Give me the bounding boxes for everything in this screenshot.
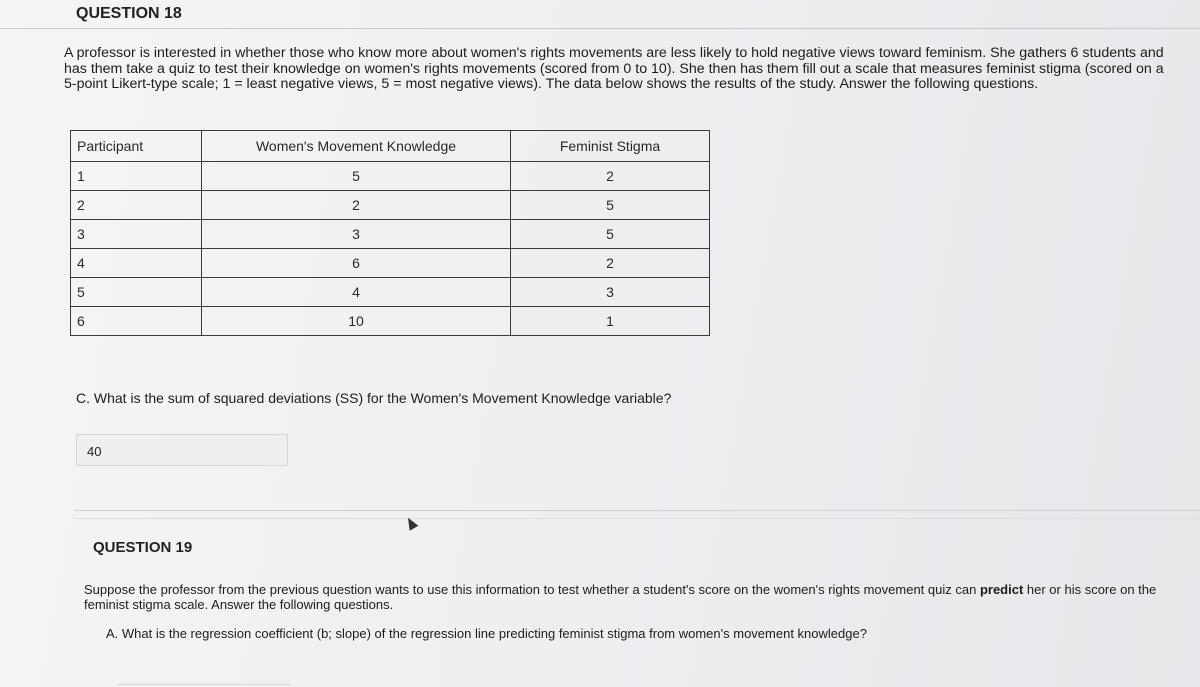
cell-stigma: 5: [511, 191, 710, 220]
cell-stigma: 1: [511, 307, 710, 336]
table-row: [71, 191, 710, 220]
cell-knowledge: 4: [202, 278, 511, 307]
question-18-part-c: C. What is the sum of squared deviations (SS) for the Women's Movement Knowledge variable?: [76, 390, 672, 406]
table-row: [71, 162, 710, 191]
question-18-title: QUESTION 18: [76, 5, 182, 22]
table-row: [71, 220, 710, 249]
cell-participant: 3: [71, 220, 202, 249]
cell-participant: 6: [71, 307, 202, 336]
cell-participant: 4: [71, 249, 202, 278]
cell-stigma: 2: [511, 249, 710, 278]
cell-knowledge: 3: [202, 220, 511, 249]
question-19-prompt-end: her or his score on the feminist stigma scale. Answer the following questions.: [84, 582, 1157, 612]
table-row: [71, 307, 710, 336]
section-divider: [74, 518, 1200, 519]
cell-knowledge: 5: [202, 162, 511, 191]
cell-knowledge: 10: [202, 307, 511, 336]
question-19-title: QUESTION 19: [93, 539, 193, 556]
data-table: [70, 130, 710, 336]
cell-participant: 1: [71, 162, 202, 191]
cell-knowledge: 2: [202, 191, 511, 220]
question-18-prompt: A professor is interested in whether those who know more about women's rights movements are less likely to hold negative views toward feminism. She gathers 6 students and has them take a quiz to test their knowledge on women's rights movements (scored from 0 to 10). She then has them fill out a scale that measures feminist stigma (scored on a 5-point Likert-type scale; 1 = least negative views, 5 = most negative views). The data below shows the results of the study. Answer the following questions.: [64, 45, 1164, 92]
table-row: [71, 278, 710, 307]
question-19-prompt: [84, 582, 1164, 612]
header-participant: Participant: [71, 131, 202, 162]
cell-stigma: 3: [511, 278, 710, 307]
cell-stigma: 2: [511, 162, 710, 191]
cell-stigma: 5: [511, 220, 710, 249]
question-19-prompt-bold: predict: [979, 582, 1024, 597]
header-knowledge: Women's Movement Knowledge: [202, 131, 511, 162]
question-19-prompt-start: Suppose the professor from the previous question wants to use this information to test whether a student's score on the women's rights movement quiz can: [84, 582, 980, 597]
cell-knowledge: 6: [202, 249, 511, 278]
answer-input-part-c[interactable]: [76, 434, 288, 466]
answer-value: 40: [87, 444, 102, 459]
question-18-divider: [0, 28, 1200, 29]
cell-participant: 2: [71, 191, 202, 220]
question-19-part-a: A. What is the regression coefficient (b; slope) of the regression line predicting feminist stigma from women's movement knowledge?: [106, 626, 867, 641]
section-divider: [74, 510, 1200, 511]
table-row: [71, 249, 710, 278]
table-header-row: [71, 131, 710, 162]
answer-input-part-a-edge[interactable]: [118, 684, 290, 685]
header-stigma: Feminist Stigma: [511, 131, 710, 162]
cell-participant: 5: [71, 278, 202, 307]
